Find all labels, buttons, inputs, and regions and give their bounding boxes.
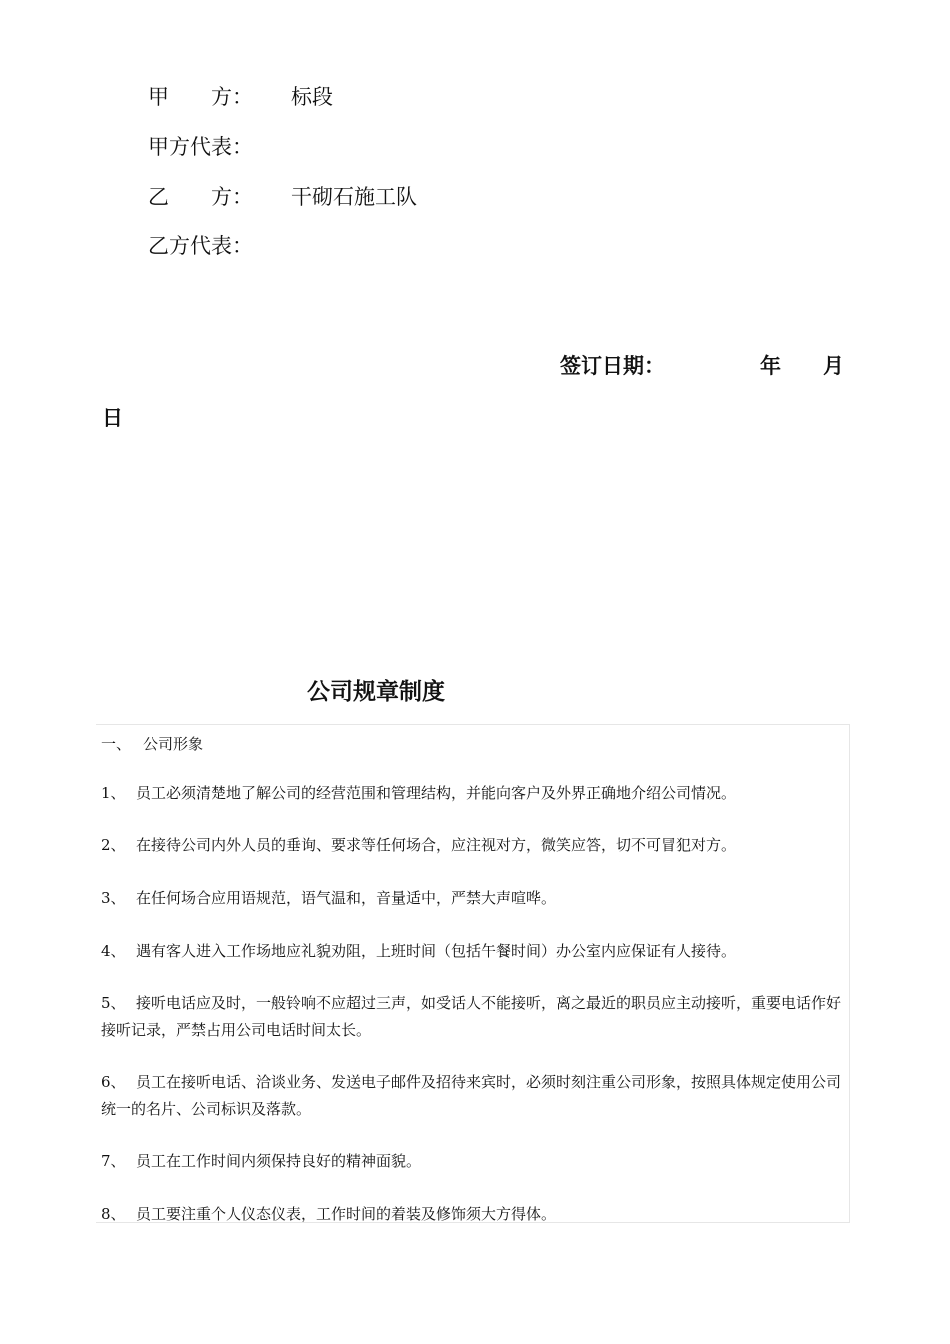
signing-date [560, 350, 844, 380]
party-b-rep-label: 乙方代表： [148, 234, 253, 258]
rules-box [96, 724, 850, 1223]
rule-text: 员工要注重个人仪态仪表，工作时间的着装及修饰须大方得体。 [136, 1205, 557, 1223]
rule-text: 在任何场合应用语规范，语气温和，音量适中，严禁大声喧哗。 [136, 889, 557, 907]
party-a-value: 标段 [291, 85, 333, 109]
signing-date-label: 签订日期： [560, 354, 665, 378]
rule-text: 员工在工作时间内须保持良好的精神面貌。 [136, 1152, 422, 1170]
rule-item [101, 780, 843, 807]
rule-number: 3、 [101, 889, 126, 907]
rule-item [101, 885, 843, 912]
section-heading [101, 733, 204, 754]
rule-item [101, 1201, 843, 1223]
section-number: 一、 [101, 735, 132, 753]
rule-text: 接听电话应及时，一般铃响不应超过三声，如受话人不能接听，离之最近的职员应主动接听，重要电话作好接听记录，严禁占用公司电话时间太长。 [101, 994, 842, 1039]
rule-number: 8、 [101, 1205, 126, 1223]
rule-text: 员工在接听电话、洽谈业务、发送电子邮件及招待来宾时，必须时刻注重公司形象，按照具体规定使用公司统一的名片、公司标识及落款。 [101, 1073, 842, 1118]
rule-item [101, 1148, 843, 1175]
rules-title: 公司规章制度 [307, 679, 445, 705]
rule-number: 4、 [101, 942, 126, 960]
party-b-line [148, 184, 417, 210]
party-a-line [148, 84, 333, 110]
signing-month-label: 月 [823, 354, 844, 378]
rule-text: 员工必须清楚地了解公司的经营范围和管理结构，并能向客户及外界正确地介绍公司情况。 [136, 784, 737, 802]
party-b-label: 乙 方： [148, 185, 253, 209]
section-title: 公司形象 [143, 735, 204, 753]
rule-item [101, 938, 843, 965]
rule-item [101, 990, 843, 1044]
signing-day-label: 日 [102, 406, 123, 430]
party-a-rep-label: 甲方代表： [148, 135, 253, 159]
party-a-rep-line [148, 134, 253, 160]
rule-item [101, 1069, 843, 1123]
rule-text: 遇有客人进入工作场地应礼貌劝阻，上班时间（包括午餐时间）办公室内应保证有人接待。 [136, 942, 737, 960]
party-b-value: 干砌石施工队 [291, 185, 417, 209]
party-a-label: 甲 方： [148, 85, 253, 109]
rule-number: 6、 [101, 1073, 126, 1091]
party-b-rep-line [148, 233, 253, 259]
rule-number: 2、 [101, 836, 126, 854]
rule-item [101, 832, 843, 859]
rule-text: 在接待公司内外人员的垂询、要求等任何场合，应注视对方，微笑应答，切不可冒犯对方。 [136, 836, 737, 854]
rule-number: 1、 [101, 784, 126, 802]
signing-year-label: 年 [760, 354, 781, 378]
rule-number: 5、 [101, 994, 126, 1012]
rule-number: 7、 [101, 1152, 126, 1170]
